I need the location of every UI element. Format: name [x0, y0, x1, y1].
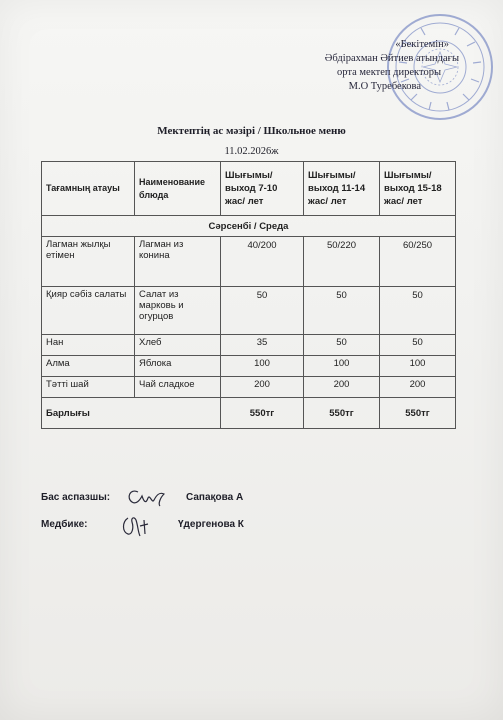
- approval-position: орта мектеп директоры: [337, 67, 441, 78]
- nurse-label: Медбике:: [41, 519, 88, 530]
- menu-table: [41, 161, 456, 429]
- header-ru-name: Наименование блюда: [135, 162, 221, 216]
- dish-ru: Яблока: [135, 356, 221, 377]
- day-label: Сәрсенбі / Среда: [42, 216, 456, 237]
- portion-7-10: 40/200: [221, 237, 304, 287]
- total-row: [42, 398, 456, 429]
- table-row: [42, 377, 456, 398]
- header-age-15-18: Шығымы/ выход 15-18 жас/ лет: [380, 162, 456, 216]
- portion-11-14: 50: [304, 335, 380, 356]
- portion-11-14: 200: [304, 377, 380, 398]
- cook-label: Бас аспазшы:: [41, 492, 111, 503]
- portion-15-18: 100: [380, 356, 456, 377]
- table-row: [42, 237, 456, 287]
- portion-15-18: 200: [380, 377, 456, 398]
- portion-7-10: 200: [221, 377, 304, 398]
- portion-15-18: 50: [380, 287, 456, 335]
- table-row: [42, 335, 456, 356]
- header-age-11-14: Шығымы/ выход 11-14 жас/ лет: [304, 162, 380, 216]
- dish-kz: Қияр сәбіз салаты: [42, 287, 135, 335]
- approval-school: Әбдірахман Әйтиев атындағы: [324, 53, 459, 64]
- portion-7-10: 50: [221, 287, 304, 335]
- cook-signature: [124, 484, 170, 510]
- dish-ru: Хлеб: [135, 335, 221, 356]
- approval-director: М.О Туребекова: [348, 81, 421, 92]
- menu-date: 11.02.2026ж: [224, 146, 279, 157]
- header-row: [42, 162, 456, 216]
- nurse-name: Үдергенова К: [178, 519, 244, 530]
- cook-name: Сапақова А: [186, 492, 244, 503]
- portion-15-18: 50: [380, 335, 456, 356]
- dish-kz: Тәтті шай: [42, 377, 135, 398]
- menu-title: Мектептің ас мәзірі / Школьное меню: [157, 125, 346, 137]
- approval-block: [325, 38, 459, 94]
- header-kz-name: Тағамның атауы: [42, 162, 135, 216]
- portion-11-14: 50: [304, 287, 380, 335]
- dish-ru: Салат из марковь и огурцов: [135, 287, 221, 335]
- table-row: [42, 356, 456, 377]
- total-label: Барлығы: [42, 398, 221, 429]
- dish-ru: Чай сладкое: [135, 377, 221, 398]
- header-age-7-10: Шығымы/ выход 7-10 жас/ лет: [221, 162, 304, 216]
- table-row: [42, 287, 456, 335]
- total-15-18: 550тг: [380, 398, 456, 429]
- dish-kz: Лагман жылқы етімен: [42, 237, 135, 287]
- portion-7-10: 100: [221, 356, 304, 377]
- total-11-14: 550тг: [304, 398, 380, 429]
- day-row: [42, 216, 456, 237]
- portion-11-14: 50/220: [304, 237, 380, 287]
- dish-kz: Нан: [42, 335, 135, 356]
- portion-15-18: 60/250: [380, 237, 456, 287]
- portion-11-14: 100: [304, 356, 380, 377]
- nurse-signature: [118, 512, 158, 542]
- total-7-10: 550тг: [221, 398, 304, 429]
- dish-ru: Лагман из конина: [135, 237, 221, 287]
- dish-kz: Алма: [42, 356, 135, 377]
- approval-heading: «Бекітемін»: [395, 39, 449, 50]
- portion-7-10: 35: [221, 335, 304, 356]
